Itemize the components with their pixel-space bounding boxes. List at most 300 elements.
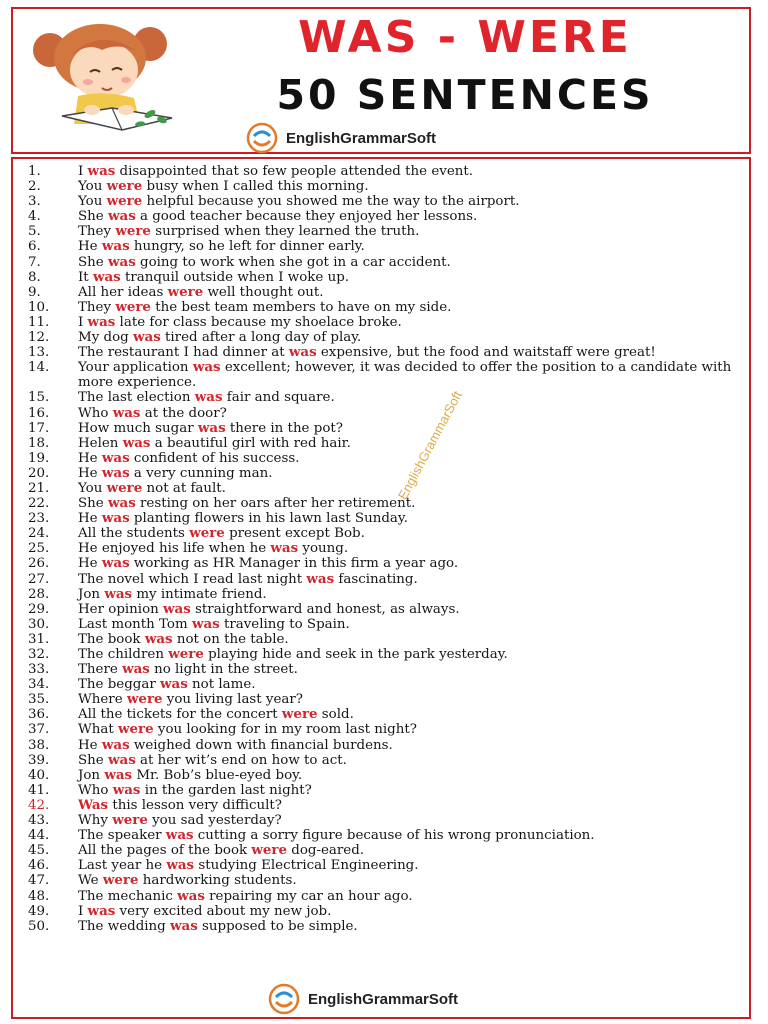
verb-highlight: was <box>122 434 151 451</box>
sentence-fragment: well thought out. <box>203 284 324 300</box>
verb-highlight: was <box>306 570 335 587</box>
sentence-fragment: a good teacher because they enjoyed her lessons. <box>135 209 478 225</box>
sentence-item <box>28 813 740 828</box>
sentence-fragment: excellent; however, it was decided to offer the position to a candidate with more experience. <box>78 360 732 391</box>
verb-highlight: was <box>101 736 130 753</box>
sentence-fragment: You <box>78 179 107 195</box>
sentence-number: 2. <box>28 179 41 195</box>
sentence-fragment: The wedding <box>78 918 171 934</box>
verb-highlight: was <box>107 751 136 768</box>
sentence-text <box>78 798 740 813</box>
sentence-fragment: late for class because my shoelace broke. <box>115 314 402 330</box>
sentence-fragment: supposed to be simple. <box>197 918 358 934</box>
verb-highlight: were <box>168 646 204 662</box>
sentence-text <box>78 858 740 873</box>
sentence-number: 15. <box>28 390 50 406</box>
verb-highlight: were <box>106 479 143 496</box>
sentence-item <box>28 783 740 798</box>
sentence-number: 32. <box>28 647 50 662</box>
verb-highlight: was <box>101 238 130 255</box>
sentence-fragment: Why <box>78 813 113 829</box>
englishgrammarsoft-logo-icon <box>246 122 278 154</box>
verb-highlight: was <box>107 253 136 270</box>
verb-highlight: was <box>87 313 116 330</box>
sentence-number: 40. <box>28 767 50 783</box>
verb-highlight: was <box>101 449 130 466</box>
sentence-item <box>28 406 740 421</box>
footer-brand <box>268 983 458 1015</box>
sentence-text <box>78 813 740 828</box>
sentence-item <box>28 421 740 436</box>
sentence-fragment: you sad yesterday? <box>147 813 282 829</box>
verb-highlight: was <box>122 661 150 678</box>
sentence-text <box>78 541 740 556</box>
sentence-number: 6. <box>28 239 41 255</box>
sentence-number: 19. <box>28 450 50 466</box>
sentence-fragment: weighed down with financial burdens. <box>129 737 393 753</box>
sentence-text <box>78 239 740 254</box>
sentence-number: 7. <box>28 254 41 270</box>
sentence-item <box>28 526 740 541</box>
sentence-item <box>28 677 740 692</box>
sentence-number: 17. <box>28 420 50 436</box>
sentence-fragment: He <box>78 450 102 466</box>
sentence-number: 27. <box>28 571 50 587</box>
sentence-number: 39. <box>28 752 50 768</box>
sentence-fragment: studying Electrical Engineering. <box>194 858 419 874</box>
sentence-text <box>78 587 740 602</box>
sentence-number: 24. <box>28 526 50 542</box>
sentence-number: 36. <box>28 707 50 723</box>
sentence-item <box>28 345 740 360</box>
sentence-fragment: repairing my car an hour ago. <box>204 888 413 904</box>
sentence-item <box>28 738 740 753</box>
sentence-fragment: in the garden last night? <box>140 782 312 798</box>
sentence-number: 16. <box>28 405 50 421</box>
sentence-fragment: You <box>78 480 107 496</box>
sentence-fragment: We <box>78 873 103 889</box>
verb-highlight: Was <box>78 796 109 813</box>
verb-highlight: were <box>115 298 151 315</box>
sentence-text <box>78 330 740 345</box>
verb-highlight: was <box>177 887 205 904</box>
sentence-text <box>78 194 740 209</box>
sentence-fragment: cutting a sorry figure because of his wrong pronunciation. <box>193 828 595 844</box>
verb-highlight: were <box>189 525 225 542</box>
verb-highlight: were <box>112 812 148 829</box>
sentence-fragment: You <box>78 194 107 210</box>
sentence-number: 20. <box>28 465 50 481</box>
sentence-fragment: confident of his success. <box>129 450 300 466</box>
verb-highlight: was <box>112 781 141 798</box>
verb-highlight: was <box>107 495 136 512</box>
sentence-fragment: expensive, but the food and waitstaff were great! <box>316 345 656 361</box>
sentence-text <box>78 647 740 662</box>
sentence-number: 3. <box>28 194 41 210</box>
sentence-fragment: Last year he <box>78 858 167 874</box>
verb-highlight: was <box>87 163 116 179</box>
verb-highlight: were <box>106 193 143 210</box>
sentence-number: 23. <box>28 511 50 527</box>
verb-highlight: was <box>197 419 226 436</box>
sentence-fragment: not on the table. <box>172 631 289 647</box>
sentence-text <box>78 451 740 466</box>
brand-name: EnglishGrammarSoft <box>308 990 459 1008</box>
sentence-item <box>28 239 740 254</box>
sentence-text <box>78 572 740 587</box>
sentence-fragment: fair and square. <box>222 390 335 406</box>
verb-highlight: were <box>106 178 143 195</box>
sentence-fragment: The book <box>78 631 145 647</box>
sentence-fragment: What <box>78 722 119 738</box>
sentence-number: 29. <box>28 601 50 617</box>
sentence-fragment: Your application <box>78 360 193 376</box>
sentence-number: 8. <box>28 269 41 285</box>
sentence-text <box>78 511 740 526</box>
sentence-number: 13. <box>28 345 50 361</box>
sentence-fragment: He <box>78 737 102 753</box>
sentence-number: 42. <box>28 797 50 813</box>
sentence-number: 37. <box>28 722 50 738</box>
sentence-item <box>28 330 740 345</box>
sentence-number: 25. <box>28 541 50 557</box>
sentence-text <box>78 873 740 888</box>
sentence-fragment: my intimate friend. <box>132 586 267 602</box>
sentence-text <box>78 390 740 405</box>
sentence-fragment: Who <box>78 405 113 421</box>
sentence-number: 45. <box>28 843 50 859</box>
sentence-text <box>78 662 740 677</box>
sentence-fragment: All the tickets for the concert <box>78 707 282 723</box>
sentence-fragment: Jon <box>78 586 105 602</box>
sentence-fragment: you looking for in my room last night? <box>153 722 417 738</box>
sentence-fragment: not lame. <box>187 677 256 693</box>
sentence-item <box>28 300 740 315</box>
sentence-fragment: present except Bob. <box>224 526 365 542</box>
verb-highlight: were <box>102 872 139 889</box>
sentence-fragment: All the students <box>78 526 190 542</box>
sentence-fragment: working as HR Manager in this firm a year ago. <box>129 556 459 572</box>
verb-highlight: was <box>104 766 133 783</box>
sentence-fragment: All her ideas <box>78 284 168 300</box>
verb-highlight: was <box>87 902 116 919</box>
sentence-fragment: She <box>78 752 108 768</box>
sentence-text <box>78 406 740 421</box>
sentence-fragment: They <box>78 299 116 315</box>
sentence-fragment: I <box>78 903 88 919</box>
page-title: WAS - WERE <box>298 12 632 63</box>
verb-highlight: was <box>101 555 130 572</box>
sentence-text <box>78 722 740 737</box>
sentence-fragment: The beggar <box>78 677 161 693</box>
sentence-text <box>78 783 740 798</box>
sentence-fragment: sold. <box>317 707 354 723</box>
sentence-item <box>28 481 740 496</box>
sentence-item <box>28 285 740 300</box>
verb-highlight: were <box>167 283 204 300</box>
verb-highlight: was <box>101 510 130 527</box>
brand-name: EnglishGrammarSoft <box>286 129 437 147</box>
sentence-fragment: Helen <box>78 435 123 451</box>
verb-highlight: was <box>170 917 198 934</box>
verb-highlight: was <box>191 615 220 632</box>
sentence-text <box>78 556 740 571</box>
sentence-text <box>78 345 740 360</box>
sentence-number: 38. <box>28 737 50 753</box>
sentence-fragment: The last election <box>78 390 195 406</box>
sentence-number: 11. <box>28 314 50 330</box>
sentence-item <box>28 798 740 813</box>
verb-highlight: was <box>192 359 221 376</box>
sentence-text <box>78 828 740 843</box>
sentence-fragment: not at fault. <box>142 480 226 496</box>
sentence-item <box>28 828 740 843</box>
sentence-number: 4. <box>28 209 41 225</box>
verb-highlight: was <box>112 404 141 421</box>
sentence-text <box>78 753 740 768</box>
verb-highlight: was <box>107 208 136 225</box>
sentence-fragment: a very cunning man. <box>129 465 273 481</box>
sentence-text <box>78 889 740 904</box>
sentence-item <box>28 255 740 270</box>
sentence-fragment: traveling to Spain. <box>219 616 350 632</box>
sentence-fragment: no light in the street. <box>149 662 298 678</box>
sentence-fragment: He <box>78 556 102 572</box>
sentence-item <box>28 753 740 768</box>
sentence-text <box>78 421 740 436</box>
sentence-item <box>28 179 740 194</box>
sentence-fragment: All the pages of the book <box>78 843 252 859</box>
verb-highlight: was <box>133 329 161 346</box>
verb-highlight: was <box>288 344 317 361</box>
page-subtitle: 50 SENTENCES <box>276 71 654 119</box>
sentence-text <box>78 919 740 934</box>
sentence-item <box>28 541 740 556</box>
sentence-item <box>28 617 740 632</box>
sentence-item <box>28 511 740 526</box>
sentence-text <box>78 692 740 707</box>
sentence-number: 30. <box>28 616 50 632</box>
englishgrammarsoft-logo-icon <box>268 983 300 1015</box>
sentence-text <box>78 768 740 783</box>
sentence-number: 21. <box>28 480 50 496</box>
sentence-text <box>78 270 740 285</box>
sentence-number: 1. <box>28 164 41 179</box>
sentence-fragment: He <box>78 511 102 527</box>
sentence-fragment: He <box>78 465 102 481</box>
verb-highlight: was <box>104 585 133 602</box>
sentence-number: 47. <box>28 873 50 889</box>
sentence-text <box>78 224 740 239</box>
sentence-item <box>28 662 740 677</box>
sentence-number: 50. <box>28 918 50 934</box>
sentence-fragment: It <box>78 269 93 285</box>
sentence-fragment: I <box>78 314 88 330</box>
sentence-fragment: hungry, so he left for dinner early. <box>129 239 365 255</box>
sentence-item <box>28 647 740 662</box>
verb-highlight: were <box>281 706 318 723</box>
sentence-item <box>28 209 740 224</box>
sentence-item <box>28 224 740 239</box>
sentence-fragment: The novel which I read last night <box>78 571 307 587</box>
sentence-fragment: helpful because you showed me the way to the airport. <box>142 194 520 210</box>
sentence-number: 26. <box>28 556 50 572</box>
verb-highlight: was <box>160 676 188 693</box>
sentence-text <box>78 436 740 451</box>
sentence-number: 33. <box>28 662 50 678</box>
sentence-text <box>78 602 740 617</box>
sentence-text <box>78 632 740 647</box>
sentence-fragment: going to work when she got in a car accident. <box>135 254 451 270</box>
sentence-item <box>28 904 740 919</box>
sentence-item <box>28 587 740 602</box>
verb-highlight: were <box>118 721 154 738</box>
sentence-item <box>28 496 740 511</box>
sentence-number: 14. <box>28 360 50 376</box>
sentence-text <box>78 526 740 541</box>
sentence-item <box>28 556 740 571</box>
sentence-fragment: Last month Tom <box>78 616 192 632</box>
sentence-number: 44. <box>28 828 50 844</box>
sentence-item <box>28 889 740 904</box>
sentence-item <box>28 858 740 873</box>
sentence-text <box>78 209 740 224</box>
sentence-item <box>28 692 740 707</box>
sentence-fragment: She <box>78 254 108 270</box>
sentence-text <box>78 843 740 858</box>
verb-highlight: was <box>101 464 130 481</box>
sentence-fragment: They <box>78 224 116 240</box>
sentence-fragment: Her opinion <box>78 601 164 617</box>
sentence-number: 43. <box>28 813 50 829</box>
verb-highlight: was <box>92 268 121 285</box>
sentence-fragment: a beautiful girl with red hair. <box>150 435 351 451</box>
sentence-fragment: Mr. Bob’s blue-eyed boy. <box>132 767 303 783</box>
sentence-text <box>78 360 740 390</box>
sentence-fragment: fascinating. <box>334 571 418 587</box>
sentence-fragment: young. <box>298 541 349 557</box>
sentence-text <box>78 315 740 330</box>
sentence-fragment: The restaurant I had dinner at <box>78 345 289 361</box>
sentence-fragment: How much sugar <box>78 420 198 436</box>
sentence-item <box>28 873 740 888</box>
sentence-item <box>28 194 740 209</box>
sentence-text <box>78 179 740 194</box>
sentence-item <box>28 602 740 617</box>
sentence-number: 31. <box>28 631 50 647</box>
sentence-item <box>28 436 740 451</box>
sentence-item <box>28 843 740 858</box>
sentence-fragment: There <box>78 662 123 678</box>
sentence-number: 34. <box>28 677 50 693</box>
sentence-fragment: busy when I called this morning. <box>142 179 369 195</box>
girl-reading-book-illustration <box>22 12 198 144</box>
sentence-fragment: surprised when they learned the truth. <box>150 224 420 240</box>
sentence-item <box>28 722 740 737</box>
sentence-number: 49. <box>28 903 50 919</box>
sentence-text <box>78 617 740 632</box>
sentence-fragment: there in the pot? <box>225 420 343 436</box>
sentence-number: 12. <box>28 330 50 346</box>
sentence-item <box>28 707 740 722</box>
sentence-text <box>78 300 740 315</box>
sentence-fragment: She <box>78 209 108 225</box>
sentence-number: 41. <box>28 782 50 798</box>
sentence-fragment: the best team members to have on my side. <box>150 299 452 315</box>
sentence-fragment: tired after a long day of play. <box>160 330 362 346</box>
verb-highlight: was <box>166 857 195 874</box>
sentence-text <box>78 285 740 300</box>
sentence-item <box>28 360 740 390</box>
verb-highlight: was <box>270 540 299 557</box>
verb-highlight: was <box>194 389 223 406</box>
sentence-list <box>28 164 740 934</box>
sentence-number: 28. <box>28 586 50 602</box>
sentence-text <box>78 164 740 179</box>
sentence-item <box>28 919 740 934</box>
sentence-item <box>28 451 740 466</box>
sentence-item <box>28 632 740 647</box>
sentence-fragment: you living last year? <box>162 692 303 708</box>
sentence-item <box>28 466 740 481</box>
verb-highlight: were <box>126 691 163 708</box>
sentence-fragment: very excited about my new job. <box>115 903 332 919</box>
sentence-fragment: I <box>78 164 88 179</box>
sentence-number: 5. <box>28 224 41 240</box>
sentence-fragment: My dog <box>78 330 133 346</box>
sentence-number: 48. <box>28 888 50 904</box>
verb-highlight: was <box>144 630 173 647</box>
sentence-number: 35. <box>28 692 50 708</box>
sentence-number: 10. <box>28 299 50 315</box>
sentence-fragment: tranquil outside when I woke up. <box>120 269 350 285</box>
verb-highlight: was <box>165 827 194 844</box>
sentence-fragment: Who <box>78 782 113 798</box>
sentence-fragment: straightforward and honest, as always. <box>190 601 460 617</box>
sentence-item <box>28 270 740 285</box>
sentence-number: 22. <box>28 496 50 512</box>
sentence-fragment: Where <box>78 692 127 708</box>
sentence-number: 9. <box>28 284 41 300</box>
sentence-fragment: The speaker <box>78 828 166 844</box>
verb-highlight: was <box>163 600 191 617</box>
sentence-fragment: planting flowers in his lawn last Sunday. <box>129 511 408 527</box>
sentence-fragment: hardworking students. <box>138 873 297 889</box>
sentence-item <box>28 164 740 179</box>
sentence-fragment: He enjoyed his life when he <box>78 541 271 557</box>
sentence-fragment: dog-eared. <box>287 843 365 859</box>
sentence-fragment: Jon <box>78 767 105 783</box>
sentence-fragment: at the door? <box>140 405 227 421</box>
sentence-item <box>28 572 740 587</box>
sentence-fragment: The children <box>78 647 169 662</box>
sentence-text <box>78 677 740 692</box>
sentence-fragment: disappointed that so few people attended the event. <box>115 164 473 179</box>
verb-highlight: were <box>115 223 151 240</box>
sentence-text <box>78 738 740 753</box>
sentence-item <box>28 768 740 783</box>
sentence-text <box>78 707 740 722</box>
sentence-fragment: playing hide and seek in the park yesterday. <box>203 647 508 662</box>
sentence-item <box>28 315 740 330</box>
sentence-fragment: He <box>78 239 102 255</box>
sentence-number: 18. <box>28 435 50 451</box>
sentence-text <box>78 904 740 919</box>
watermark: EnglishGrammarSoft <box>395 388 465 503</box>
sentence-fragment: this lesson very difficult? <box>108 797 282 813</box>
sentence-item <box>28 390 740 405</box>
sentence-fragment: She <box>78 496 108 512</box>
